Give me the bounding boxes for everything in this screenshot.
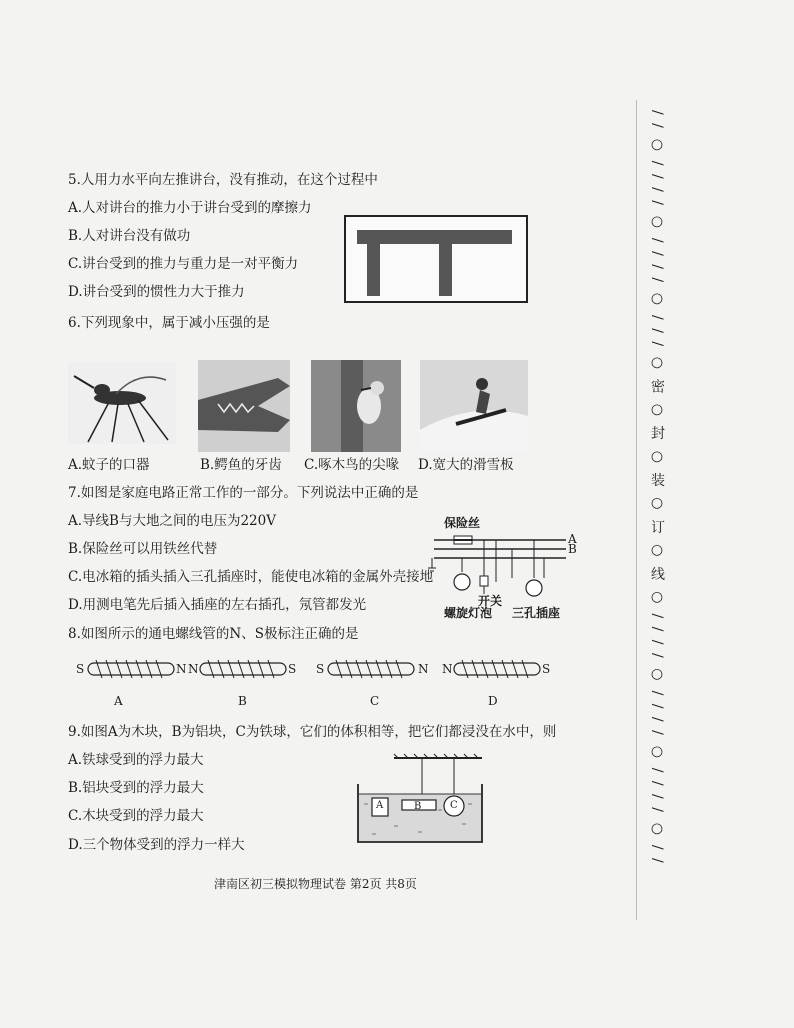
q9-stem: 9.如图A为木块，B为铝块，C为铁球，它们的体积相等，把它们都浸没在水中，则 — [68, 724, 557, 740]
solenoid-a-right-pole: N — [176, 662, 187, 676]
solenoid-b-left-pole: N — [188, 662, 199, 676]
bulb-label: 螺旋灯泡 — [444, 606, 493, 620]
q6-stem: 6.下列现象中，属于减小压强的是 — [68, 315, 270, 331]
q6-option-d: D.宽大的滑雪板 — [418, 457, 514, 473]
q5-option-b: B.人对讲台没有做功 — [68, 228, 191, 244]
page-footer: 津南区初三模拟物理试卷 第2页 共8页 — [214, 877, 417, 891]
q9-label-c: C — [450, 800, 458, 811]
q9-label-b: B — [414, 801, 422, 812]
q8-stem: 8.如图所示的通电螺线管的N、S极标注正确的是 — [68, 626, 359, 642]
q7-option-b: B.保险丝可以用铁丝代替 — [68, 541, 218, 557]
solenoid-c-right-pole: N — [418, 662, 429, 676]
solenoid-d-right-pole: S — [542, 662, 551, 676]
solenoid-c-label: C — [370, 694, 380, 708]
line-a-label: A — [568, 532, 577, 546]
q5-option-c: C.讲台受到的推力与重力是一对平衡力 — [68, 256, 299, 272]
line-b-label: B — [568, 542, 577, 556]
q6-option-b: B.鳄鱼的牙齿 — [200, 457, 282, 473]
solenoid-c-coil — [326, 658, 416, 680]
q6-option-c: C.啄木鸟的尖喙 — [304, 457, 400, 473]
q6-option-a: A.蚊子的口器 — [68, 457, 150, 473]
solenoid-a-label: A — [114, 694, 123, 708]
solenoid-d-label: D — [488, 694, 498, 708]
q9-option-b: B.铝块受到的浮力最大 — [68, 780, 204, 796]
q9-option-a: A.铁球受到的浮力最大 — [68, 752, 204, 768]
q7-option-a: A.导线B与大地之间的电压为220V — [68, 513, 276, 529]
solenoid-b-right-pole: S — [288, 662, 297, 676]
q5-option-d: D.讲台受到的惯性力大于推力 — [68, 284, 245, 300]
q7-option-c: C.电冰箱的插头插入三孔插座时，能使电冰箱的金属外壳接地 — [68, 569, 434, 585]
q7-stem: 7.如图是家庭电路正常工作的一部分。下列说法中正确的是 — [68, 485, 419, 501]
snowboard-image — [420, 360, 528, 452]
woodpecker-image — [311, 360, 401, 452]
switch-label: 开关 — [478, 594, 503, 608]
q9-label-a: A — [376, 800, 384, 811]
solenoid-d-left-pole: N — [442, 662, 453, 676]
q5-stem: 5.人用力水平向左推讲台，没有推动，在这个过程中 — [68, 172, 378, 188]
solenoid-b-coil — [198, 658, 288, 680]
solenoid-a-coil — [86, 658, 176, 680]
solenoid-c-left-pole: S — [316, 662, 325, 676]
q5-option-a: A.人对讲台的推力小于讲台受到的摩擦力 — [68, 200, 312, 216]
fuse-label: 保险丝 — [444, 516, 481, 530]
solenoid-b-label: B — [238, 694, 247, 708]
socket-label: 三孔插座 — [512, 606, 561, 620]
crocodile-image — [198, 360, 290, 452]
solenoid-d-coil — [452, 658, 542, 680]
mosquito-image — [68, 362, 176, 444]
binding-seal-text: / / ○ / / / / ○ / / / / ○ / / / ○ 密 ○ 封 ○ 装 ○ 订 ○ 线 ○ / / / / ○ / / / / ○ / / / / ○ / / — [649, 110, 665, 865]
q5-desk-image — [345, 216, 527, 302]
q9-option-d: D.三个物体受到的浮力一样大 — [68, 837, 245, 853]
solenoid-a-left-pole: S — [76, 662, 85, 676]
q9-option-c: C.木块受到的浮力最大 — [68, 808, 204, 824]
q7-option-d: D.用测电笔先后插入插座的左右插孔，氖管都发光 — [68, 597, 367, 613]
